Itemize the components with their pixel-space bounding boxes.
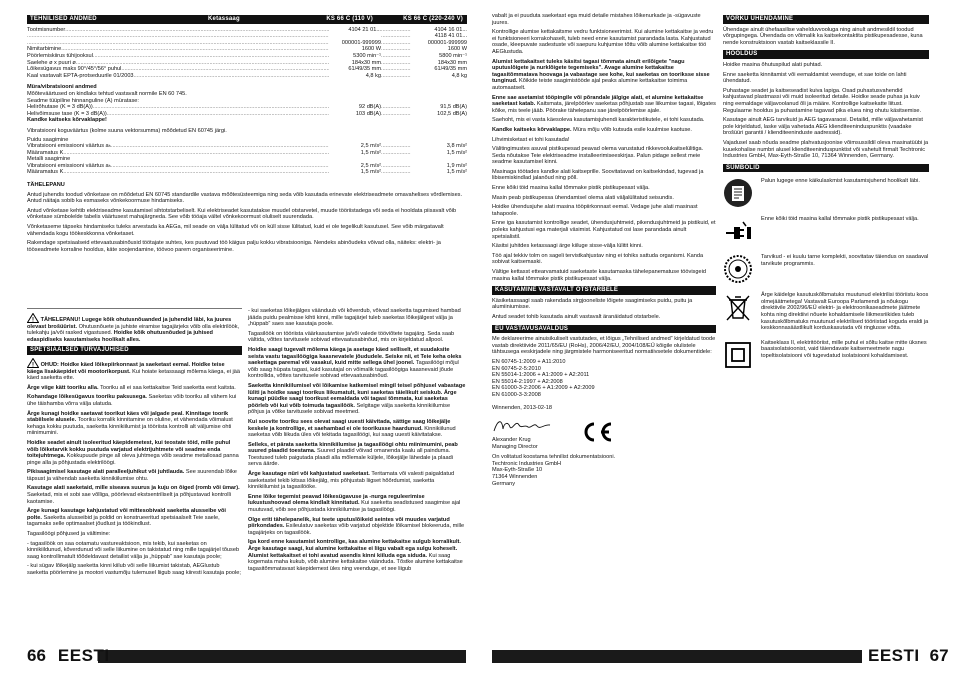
- safety-item: [27, 385, 242, 392]
- usage-item: Käsiketassaagi saab rakendada sirgjooneliste lõigete saagimiseks puidu, puitu ja alumiiniumisse.: [492, 297, 693, 311]
- safety-item-bold: Ärge viige kätt tooriku alla.: [27, 384, 101, 391]
- tech-row: [27, 33, 467, 40]
- safety-item-bold: Enne lõike tegemist peavad lõikesügavuse ja -nurga reguleerimise lukustushoovad olema kindlalt kinnitatud.: [248, 493, 425, 507]
- symbol-row: [723, 254, 929, 284]
- maintenance-item: Enne saeketta kinnitamist või eemaldamist veenduge, et sae toide on lahti ühendatud.: [723, 71, 907, 85]
- tech-value-2: 4118 41 01...: [434, 33, 467, 40]
- safety-item: [248, 442, 466, 468]
- ce-header: EÜ VASTAVUSAVALDUS: [492, 325, 716, 334]
- tech-value-1: 61/49/35 mm: [348, 66, 381, 73]
- noise-label: Helirõhutase (K = 3 dB(A)): [27, 104, 93, 111]
- tech-row: [27, 53, 467, 60]
- vib-label: Vibratsiooni emissiooni väärtus aₕ: [27, 143, 111, 150]
- tech-rows: [27, 27, 467, 80]
- kickback-item: - tagasilöök on saa ootamatu vastureaktsioon, mis tekib, kui saeketas on kinnikiildunud, kõverdunud või selle liikumine on takistatud ning mille tagajärjel tõuseb saag kontrollimatult tõõdeldavast detailist välja ja „hüppab“ sae kasutaja poole;: [27, 540, 240, 560]
- safety-item-text: Kokkupuude pinge all oleva juhtmega võib seadme metallosad panna pinge alla ja põhjustada elektrilöögi.: [27, 453, 239, 466]
- warning-paragraph: Rakendage spetsiaalseid ettevaatusabinõusid töötajate suhtes, kes puutuvad töö käigus palju kokku vibratsiooniga. Nendeks abinõudeks võivad olla, näiteks: elektri- ja tööseadmete korraline hooldus, käte soojendamine, töövoo parem organiseerimine.: [27, 240, 441, 253]
- vib-row: [27, 143, 467, 150]
- safety-item: [492, 195, 716, 202]
- leader-dots: [381, 150, 411, 157]
- safety-item-text: Müra mõju võib kutsuda esile kuulmise kaotuse.: [573, 126, 692, 133]
- tech-value-1: 000001-999999: [341, 39, 381, 46]
- safety-item: [248, 347, 466, 380]
- tech-data-header: [27, 15, 467, 24]
- leader-dots: [381, 27, 411, 34]
- leader-dots: [93, 53, 329, 60]
- safety-item: [492, 29, 716, 55]
- noise-value-2: 91,5 dB(A): [440, 104, 467, 111]
- safety-list-b: [248, 308, 466, 572]
- place-date: Winnenden, 2013-02-18: [492, 404, 553, 411]
- safety-column-b: [248, 308, 466, 575]
- warning-triangle-icon: [27, 362, 41, 368]
- safety-item-text: - kui saeketas lõikejälges väänduub või kõverdub, võivad saeketta tagumised hambad jääda puidu pealmisse kihti kinni, mille tagajärjel tuleb saeketas lõikejälgest välja ja „hüppab“ saes sae kasutaja poole.: [248, 308, 461, 328]
- leader-dots: [27, 40, 329, 47]
- leader-dots: [134, 73, 329, 80]
- vib-label: Määramatus K: [27, 169, 64, 176]
- safety-item-text: Hoidke ühendusjuhe alati masina tööpiirkonnast eemal. Vedage juhe alati masinast tahapoole.: [492, 204, 698, 217]
- noise-intro: Mõõteväärtused on kindlaks tehtud vastavalt normile EN 60 745.: [27, 90, 187, 97]
- auth-text: On volitatud koostama tehnilist dokumentatsiooni.: [492, 454, 616, 461]
- leader-dots: [381, 104, 411, 111]
- symbol-text: Tarvikud - ei kuulu tarne komplekti, soovitatav täiendus on saadaval tarvikute programmis.: [761, 254, 929, 267]
- noise-row: [27, 104, 467, 111]
- safety-item: [248, 517, 466, 537]
- safety-list-c: [492, 13, 716, 282]
- safety-list-a: [27, 385, 242, 528]
- danger-paragraph: [27, 358, 242, 382]
- safety-item: [248, 383, 466, 416]
- tech-row: [27, 40, 467, 47]
- network-text: Ühendage ainult ühefaasilise vahelduvvooluga ning ainult andmesildil toodud võrgupingega. Ühendada on võimalik ka kaitsekontaktita pistikupesadesse, kuna nende konstruktsioon vastab kaitseklassile II.: [723, 26, 923, 46]
- right-column-d: [723, 13, 929, 378]
- tech-value-1: 184x30 mm: [351, 59, 381, 66]
- safety-item-text: Kontrollige alumise kettakaitsme vedru funktsioneerimist. Kui alumine kettakaitse ja vedru ei funktsioneeri korrakohaselt, tuleb need enne kasutamist parandada lasta. Kahjustatud osade, kleepuvate sadestuste või saepuru kuhjumise tõttu võib alumine kettakaitse töö AEGlustuda.: [492, 29, 714, 55]
- safety-item: [248, 331, 466, 344]
- warning-triangle-icon: [27, 317, 41, 323]
- leader-dots: [381, 73, 411, 80]
- safety-item-bold: Olge eriti tähelepanelik, kui teete uputuslõikeid seintes või muudes varjatud piirkondades.: [248, 516, 450, 530]
- safety-item-text: Välitingimustes asuval pistikupesad peavad olema varustatud rikkevoolukaitselülitiga. Seda nõutakse Teie elektriseadme installeerimiseeskirjas. Palun pidage sellest meie seadme kasutamisel kinni.: [492, 146, 704, 166]
- safety-item: [248, 539, 466, 572]
- tech-col1-label: KS 66 C (110 V): [326, 16, 373, 22]
- safety-item-bold: Kasutage alati saeketaid, mille siseava suurus ja kuju on õiged (romb või ümar).: [27, 485, 240, 492]
- class-ii-icon: [723, 340, 753, 370]
- safety-item: [492, 137, 716, 144]
- tech-label: Saelehe ø x puuri ø: [27, 59, 76, 66]
- maintenance-item: Hoidke masina õhutuspilud alati puhtad.: [723, 61, 823, 68]
- vib-label: Vibratsiooni emissiooni väärtus aₕ: [27, 162, 111, 169]
- language-label-right: EESTI: [868, 646, 920, 665]
- tech-value-2: 184x30 mm: [437, 59, 467, 66]
- safety-item-text: Töö ajal tekkiv tolm on sageli tervistkahjustav ning ei tohiks sattuda organismi. Kanda sobivat kaitsemaski.: [492, 252, 704, 266]
- signer-title: Managing Director: [492, 443, 538, 450]
- safety-item-bold: Pikisaagimisel kasutage alati paralleeljuhikut või juhtlauda.: [27, 469, 186, 476]
- svg-text:!: !: [32, 362, 34, 368]
- leader-dots: [63, 150, 329, 157]
- vib-value-2: 3,8 m/s²: [446, 143, 467, 150]
- safety-item-bold: Ärge kunagi kasutage kahjustatud või mittesobivaid saeketta alusseibe või polte.: [27, 508, 226, 521]
- leader-dots: [381, 66, 411, 73]
- tech-value-1: 4104 21 01...: [348, 26, 381, 33]
- safety-item-bold: Ärge kasutage nüri või kahjustatud saeketast.: [248, 471, 372, 478]
- leader-dots: [93, 104, 329, 111]
- maintenance-item: Kasutage ainult AEG tarvikuid ja AEG tagavaraosi. Detailid, mille väljavahetamist pole kirjeldatud, laske välja vahetada AEG klienditeeninduspunktis (vaadake brošüüri garantii / klienditeeninduste aadressid).: [723, 117, 923, 137]
- safety-item-text: Kinnikiilunud saeketas võib liikuda üles või tekitada tagasilöögi, kui saag uuesti käivitatakse.: [248, 425, 456, 439]
- leader-dots: [121, 66, 329, 73]
- attention-bold: TÄHELEPANU! Lugege kõik ohutusnõuanded ja juhendid läbi, ka juures olevast brošüürist.: [27, 317, 232, 330]
- safety-item-bold: Kohandage lõikesügavus tooriku paksusega.: [27, 394, 149, 401]
- ear-note: Kandke kaitseks kõrvaklappe!: [27, 117, 107, 124]
- norm-item: EN 60745-2-5:2010: [492, 365, 541, 372]
- leader-dots: [381, 163, 411, 170]
- safety-item-text: Tooriku all ei saa kettakaitse Teid saeketta eest kaitsta.: [100, 384, 236, 391]
- safety-item-text: Kui saeketta seadistused saagimise ajal muutuvad, võib see põhjustada kinnikiilumise ja tagasilöögi.: [248, 500, 461, 514]
- symbol-row: [723, 292, 929, 332]
- company-line: Max-Eyth-Straße 10: [492, 467, 543, 474]
- unplug-icon: [723, 216, 753, 246]
- symbol-text: Palun lugege enne käikulaskmist kasutamisjuhend hoolikalt läbi.: [761, 178, 920, 185]
- tech-value-1: [329, 33, 381, 40]
- accessories-icon: [723, 254, 753, 284]
- usage-header: KASUTAMINE VASTAVALT OTSTARBELE: [492, 286, 716, 295]
- norms-list: [492, 359, 716, 399]
- tech-value-1: 5300 min⁻¹: [353, 52, 381, 59]
- vib-value-1: 2,5 m/s²: [360, 143, 381, 150]
- leader-dots: [76, 60, 329, 67]
- tech-value-1: 1600 W: [361, 46, 381, 53]
- safety-item-bold: Ärge kunagi hoidke saetavat toorikut käes või jalgade peal. Kinnitage toorik stabiilsele alusele.: [27, 410, 229, 424]
- vib-wood: Puidu saagimine: [27, 136, 69, 143]
- safety-item-text: Saeketad, mis ei sobi sae võlliga, pöörlevad ekstsentriliselt ja põhjustavad kontrolli kaotamise.: [27, 492, 231, 505]
- symbol-text: Enne kõiki töid masina kallal tõmmake pistik pistikupesast välja.: [761, 216, 919, 223]
- tech-label: Tootmisnumber: [27, 26, 66, 33]
- safety-item: [492, 117, 716, 124]
- safety-item: [492, 146, 716, 166]
- tech-value-2: 5800 min⁻¹: [439, 52, 467, 59]
- warning-paragraph: Võnketaseme täpseks hindamiseks tuleks arvestada ka AEGa, mil seade on välja lülitatud või on küll sisse lülitatud, kuid ei ole tegelikult kasutusel. See võib märgatavalt vähendada kogu töökeskkonna võnketaset.: [27, 224, 444, 237]
- vib-value-2: 1,5 m/s²: [446, 149, 467, 156]
- safety-item: [248, 419, 466, 439]
- safety-item-text: Masin peab pistikupessa ühendamisel olema alati väljalülitatud seisundis.: [492, 194, 674, 201]
- kickback-item: - kui sügav lõikejälg saeketta kinni kiilub või selle liikumist takistab, AEGlustub saeketta pöörlemine ja mootori vastumõju tulemusel liigub saag kiiresti kasutaja poole;: [27, 563, 241, 576]
- kickback-list: [27, 541, 242, 577]
- safety-item: [492, 204, 716, 217]
- safety-item-bold: Hoidke seadet ainult isoleeritud käepidemetest, kui teostate töid, mille puhul võib lõiketarvik kokku puutuda varjatud elektrijuhtmete või seadme enda toitejuhtmega.: [27, 439, 231, 460]
- safety-item-text: Vältige kettasst ettearvamatuid saeketaste kasutamaska tähelepanematuse töövisgeid masina kallal tõmmake pistik pistikupesast välja.: [492, 269, 706, 282]
- safety-item-text: Saeketas võib tooriku all vähem kui ühe täishamba võrra välja ulatuda.: [27, 394, 237, 407]
- left-footer: [27, 646, 110, 666]
- signer-name: Alexander Krug: [492, 437, 531, 444]
- norm-item: EN 55014-1:2006 + A1:2009 + A2:2011: [492, 372, 590, 379]
- page-number-left: 66: [27, 646, 46, 665]
- safety-item: [248, 494, 466, 514]
- tech-label: Kaal vastavalt EPTA-protseduurile 01/2003: [27, 72, 134, 79]
- vib-value-1: 2,5 m/s²: [360, 162, 381, 169]
- leader-dots: [381, 60, 411, 67]
- symbol-text: Kaitseklass II, elektritööriist, mille puhul ei sõltu kaitse mitte üksnes baasisolatsioonist, vaid täiendavate kaitsemeetmete nagu topeltisolatsiooni või tugevdatud isolatsiooni kohaldamisest.: [761, 339, 927, 360]
- tech-header-label: TEHNILISED ANDMED: [30, 16, 97, 22]
- vib-value-1: 1,5 m/s²: [360, 149, 381, 156]
- leader-dots: [381, 169, 411, 176]
- svg-text:!: !: [32, 317, 34, 323]
- safety-item-text: Kõikide teiste saagimistööde ajal peaks alumine kettakaitse toimima automaatselt.: [492, 78, 688, 91]
- weee-bin-icon: [723, 292, 753, 322]
- safety-item-text: See suurendab lõike täpsust ja vähendab saeketta kinnikiilumise ohtu.: [27, 469, 237, 482]
- safety-item-text: Tagasilöök on tööriista väärkasutamise ja/või valede tööviõtete tagajärg. Seda saab vältida, võttes tarvitusele sobivad ettevaatusabinõud, mis on kirjeldatud allpool.: [248, 330, 455, 344]
- leader-dots: [111, 143, 329, 150]
- vib-value-2: 1,9 m/s²: [446, 162, 467, 169]
- safety-item-text: Kaitsmata, järelpöörlev saeketas põhjustab sae liikumise tagasi, lõigates kõike, mis teele jääb. Pöörake tähelepanu sae järelpöörlemise ajale.: [492, 101, 716, 114]
- leader-dots: [381, 33, 411, 40]
- safety-item: [27, 508, 242, 528]
- leader-dots: [61, 46, 329, 53]
- safety-item-text: Saeketta alusseibid ja poldid on konstrueeritud spetsiaalselt Teie saele, tagamaks selle optimaalset jõudlust ja töökindlust.: [27, 514, 220, 528]
- safety-item-bold: Saeketta kinnikiilumisel või lõikamise katkemisel mingil teisel põhjusel vabastage lüliti ja hoidke saagi toorikus liikumatult, kuni saeketas täielikult seiskub. Ärge kunagi püüdke saagi toorikust eemaldada või tagasi tõmmata, kui saeketas pöörleb või kui võib toimuda tagasilöök.: [248, 382, 466, 409]
- safety-item: [492, 220, 716, 240]
- tech-label: Nimitarbimine: [27, 46, 62, 53]
- safety-item-text: Saehoht, mis ei vasta käesoleva kasutamisjuhendi karakteristikutele, ei tohi kasutada.: [492, 117, 705, 124]
- noise-row: [27, 111, 467, 118]
- safety-item-text: Enne kõiki töid masina kallal tõmmake pistik pistikupesast välja.: [492, 185, 650, 192]
- right-footer-bar: [492, 650, 862, 663]
- vib-value-1: 1,5 m/s²: [360, 169, 381, 176]
- norm-item: EN 60745-1:2009 + A11:2010: [492, 358, 566, 365]
- safety-item-text: Enne iga kasutamist kontrollige seadet, ühendusjuhtmeid, pikendusjuhtmeid ja pistikuid, et poleks kahjustusi ega materjali väsimist. Kahjustatud osi lase parandada ainult spetsialistil.: [492, 220, 716, 240]
- safety-column-a: [27, 308, 242, 580]
- safety-item: [492, 95, 716, 115]
- safety-item-bold: Kui soovite tooriku sees olevat saagi uuesti käivitada, sättige saag lõikejälje keskele ja kontrollige, et saehambad ei ole toorikusse haardunud.: [248, 418, 451, 432]
- symbols-list: [723, 178, 929, 370]
- vib-row: [27, 150, 467, 157]
- safety-item: [27, 411, 242, 437]
- noise-value-1: 92 dB(A): [358, 104, 381, 111]
- safety-item: [492, 59, 716, 92]
- page-number-right: 67: [929, 646, 949, 665]
- safety-item-text: Käsitsi juhitdes ketassaagi ärge kiiluge sisse-välja lülitit kinni.: [492, 243, 643, 250]
- safety-item-bold: Hoidke saagi tugevalt mõlema käega ja asetage käed selliselt, et suudaksite seista vastu tagasilöögiga kaasnevatele jõududele. Seiske nii, et Teie keha oleks saekettaga paremal või vasakul, kuid mitte sellega ühel joonel.: [248, 346, 462, 367]
- tech-value-2: 1600 W: [447, 46, 467, 53]
- maintenance-header: HOOLDUS: [723, 50, 929, 59]
- safety-item: [27, 469, 242, 482]
- safety-item-text: Esileulatuv saeketas võib varjatud objektide lõikamisel blokeeruda, mille tagajärjeks on tagasilöök.: [248, 523, 465, 536]
- tech-value-2: 4104 16 01...: [434, 26, 467, 33]
- usage-list: [492, 298, 716, 321]
- safety-item: [492, 269, 716, 282]
- tech-value-2: 4,8 kg: [451, 72, 467, 79]
- vib-intro: Vibratsiooni koguväärtus (kolme suuna vektorsumma) mõõdetud EN 60745 järgi.: [27, 127, 227, 134]
- norm-item: EN 61000-3-2:2006 + A1:2009 + A2:2009: [492, 385, 595, 392]
- vib-label: Määramatus K: [27, 149, 64, 156]
- safety-item: [27, 394, 242, 407]
- safety-item-bold: Kandke kaitseks kõrvaklappe.: [492, 126, 574, 133]
- maintenance-item: Vajadusel saab nõuda seadme plahvatusjoonise võimsussildil oleva masinatüübi ja kuuekohalise numbri alusel klienditeeninduspunktist või vahetult firmalt Techtronic Industries GmbH, Max-Eyth-Straße 10, 71364 Winnenden, Germany.: [723, 139, 929, 160]
- read-manual-icon: [723, 178, 753, 208]
- vib-metal: Metalli saagimine: [27, 156, 71, 163]
- tech-label: Pöörlemiskiirus tühijooksul: [27, 52, 93, 59]
- warning-paragraphs: [27, 192, 467, 254]
- symbol-row: [723, 178, 929, 208]
- danger-bold: OHUD: Hoidke käed lõikepiirkonnast ja saeketast eemal. Hoidke teise käega lisakäepidet või mootorikorpust.: [27, 361, 225, 375]
- attention-rest: Ohutusnõuete ja juhiste eiramise tagajärjeks võib olla elektrilöök, tulekahju ja/või rasked vigastused.: [27, 323, 240, 337]
- safety-item-text: Tagasilöögi mõjul võib saag hüpata tagasi, kuid kasutajal on võimalik tagasilöögiga kaasnevaid jõude kontrollida, võttes tarvitusele sobivad ettevaatusabinõud.: [248, 360, 459, 380]
- attention-block: [27, 308, 242, 343]
- leader-dots: [63, 169, 329, 176]
- symbol-row: [723, 340, 929, 370]
- right-column-c: [492, 13, 716, 487]
- norm-item: EN 61000-3-3:2008: [492, 391, 541, 398]
- usage-item: Antud seadet tohib kasutada ainult vastavalt äranäidatud otstarbele.: [492, 313, 661, 320]
- danger-rest: Kui hoiate ketassaagi mõlema käega, ei jää käed saeketta ette.: [27, 368, 240, 382]
- noise-rows: [27, 104, 467, 117]
- noise-intro2: Seadme tüüpiline hinnanguline (A) müratase:: [27, 97, 139, 104]
- safety-item-bold: Enne sae asetamist tööpingile või põrandale jälgige alati, et alumine kettakaitse saeketast katab.: [492, 94, 704, 108]
- safety-item-text: Suured plaadid võivad omanenda kaalu all painduma. Toestused tuleb paigutada plaadi alla mõlemale küljele, lõikejälje lähedale ja plaadi serva äärde.: [248, 448, 453, 468]
- tech-col2-label: KS 66 C (220-240 V): [403, 16, 463, 22]
- noise-value-2: 102,5 dB(A): [437, 110, 467, 117]
- leader-dots: [381, 143, 411, 150]
- symbols-header: SÜMBOLID: [723, 164, 929, 173]
- safety-item: [492, 169, 716, 182]
- tech-row: [27, 60, 467, 67]
- maintenance-item: Puhastage seadet ja kaitseseadist kuiva lapiga. Osad puhastusvahendid kahjustavad plastmassi või muid isoleeritud detaile. Hoidke seade puhas ja kuiv ning eemaldage väljavoolanud õli ja määre. Kontrollige kaitsekatte liitust. Regulaarne hooldus ja puhastamine tagavad pika eluea ning ohutu käsitsemise.: [723, 87, 922, 114]
- vib-value-2: 1,5 m/s²: [446, 169, 467, 176]
- company-line: Techtronic Industries GmbH: [492, 460, 562, 467]
- ce-mark-icon: [580, 421, 614, 446]
- safety-item-text: Teritamata või valesti paigaldatud saeketastel tekib kitsas lõikejälg, mis põhjustab liigset hõõrdumist, saeketta kinnikiilumist ja tagasilööke.: [248, 471, 455, 491]
- company-line: 71364 Winnenden: [492, 474, 538, 481]
- safety-item-text: Selgitage välja saeketta kinnikiilumise põhjus ja võtke tarvitusele sobivad meetmed.: [248, 402, 451, 416]
- noise-value-1: 103 dB(A): [355, 110, 381, 117]
- left-footer-bar: [98, 650, 466, 663]
- tech-row: [27, 73, 467, 80]
- tech-sub-label: Ketassaag: [208, 16, 240, 22]
- leader-dots: [381, 111, 411, 118]
- safety-item-text: Masinaga töötades kandke alati kaitseprille. Soovitatavad on kaitsekindad, tugevad ja libisemiskindlad jalanõud ning põll.: [492, 168, 704, 182]
- safety-item: [492, 253, 716, 266]
- safety-item: [492, 185, 716, 192]
- warning-paragraph: Antud võnketase kehtib elektriseadme kasutamisel sihtotstarbeliselt. Kui elektriseadet kasutatakse muudel otstarvetel, muude tööriistadega või seda ei hooldata piisavalt võib võnketase sümbolelde tabelis väärtusest mahajärgneda. See võib tööaja vältel võnkekoormust oluliselt suurendada.: [27, 207, 457, 221]
- vib-rows-metal: [27, 163, 467, 176]
- safety-item: [492, 243, 716, 250]
- tech-label: Lõikesügavus maks 90°/45°/56° puhul: [27, 66, 122, 73]
- safety-item: [248, 471, 466, 491]
- safety-item: [492, 127, 716, 134]
- leader-dots: [111, 163, 329, 170]
- leader-dots: [381, 53, 411, 60]
- tech-data-block: [27, 13, 467, 256]
- maintenance-list: [723, 62, 929, 160]
- vib-row: [27, 169, 467, 176]
- right-footer: [868, 646, 949, 666]
- tech-value-1: 4,8 kg: [365, 72, 381, 79]
- tech-row: [27, 46, 467, 53]
- attention-keep: Hoidke kõik ohutusnõuded ja juhised edaspidiseks kasutamiseks hoolikalt alles.: [27, 330, 213, 343]
- safety-item: [27, 485, 242, 505]
- language-label-left: EESTI: [57, 646, 110, 665]
- tech-row: [27, 66, 467, 73]
- safety-item-text: Kui saag kogemata maha kukub, võib alumine kettakaitse väänduda. Tõstke alumine kettakaitse tagasitõmmatavast käepidemest üles ning veenduge, et see liigub: [248, 552, 463, 572]
- signature-image: [492, 415, 554, 435]
- safety-item-text: vabalt ja ei puuduta saeketast ega muid detaile mistahes lõikenurkade ja -sügavuste juures.: [492, 13, 701, 26]
- special-safety-header: SPETSIAALSED TURVAJUHISED: [27, 346, 242, 355]
- safety-item-bold: Selleks, et pärata saeketta kinnikiilumise ja tagasilöögi ohtu miinimumini, peab suured plaadid toestama.: [248, 441, 458, 455]
- leader-dots: [27, 33, 329, 40]
- kickback-intro: Tagasilöögi põhjused ja vältimine:: [27, 531, 111, 538]
- safety-item-bold: Alumist kettakaitset tuleks käsitsi tagasi tõmmata ainult erilõigete "nagu uputuslõigete ja nurklõigete tegemiseks". Avage alumine kettakaitse tagasitõmmatava hoovaga ja vabastage see kohe, kui saeketas on tooriksse sisse tunginud.: [492, 58, 710, 85]
- noise-label: Helivõimsuse tase (K = 3 dB(A)): [27, 110, 107, 117]
- safety-item: [27, 440, 242, 466]
- network-header: VÕRKU ÜHENDAMINE: [723, 15, 929, 24]
- noise-title: Müra/vibratsiooni andmed: [27, 84, 97, 91]
- ce-text: Me deklareerime ainuisikuliselt vastutades, et lõigus „Tehnilised andmed“ kirjeldatud toode vastab direktiivide 2011/65/EU (RoHs), 2006/42/EU, 2004/108/EÜ kõigile olulistele tähtsusega eeskirjadele ning järgmistele harmoniseeritud normatiivsetele dokumentidele:: [492, 336, 716, 356]
- warning-paragraph: Antud juhendis toodud võnketase on mõõdetud EN 60745 standardile vastava mõõtesüsteemiga ning seda võib kasutada erinevate elektriseadmete omavahelises võrdlemises. Antud näitaja sobib ka esmaseks võnkekoormuse hindamiseks.: [27, 191, 463, 205]
- tech-row: [27, 27, 467, 34]
- company-address: [492, 461, 716, 487]
- tech-value-2: 000001-999999: [427, 39, 467, 46]
- norm-item: EN 55014-2:1997 + A2:2008: [492, 378, 563, 385]
- safety-item: [248, 308, 466, 328]
- leader-dots: [107, 111, 329, 118]
- company-line: Germany: [492, 480, 516, 487]
- vib-rows-wood: [27, 143, 467, 156]
- leader-dots: [381, 46, 411, 53]
- leader-dots: [381, 40, 411, 47]
- symbol-row: [723, 216, 929, 246]
- safety-item: [492, 13, 716, 26]
- symbol-text: Ärge käidelge kasutuskõlbmatuks muutunud elektrilisi tööriistu koos olmejäätmetega! Vastavalt Euroopa Parlamendi ja nõukogu direktiivile 2002/96/EÜ elektri- ja elektroonikaseadmete jäätmete kohta ning direktiivi nõuete kohaldamisele liikmesriikides tuleb kasutuskõlbmatuks muutunud elektrilised tööriistad koguda eraldi ja keskkonnasäästlikult korduskasutada või ringlusse võtta.: [761, 292, 929, 332]
- safety-item-text: Tooriku korralik kinnitamine on oluline, et vähendada võimalust kehaga kokku puutuda, saeketta kinnikiilumist ja tööriista kontrolli alt väljumise ohti miinimumini.: [27, 417, 233, 437]
- tech-value-2: 61/49/35 mm: [434, 66, 467, 73]
- leader-dots: [65, 27, 329, 34]
- safety-item-text: Lihvimisketast ei tohi kasutada!: [492, 136, 570, 143]
- warning-title: TÄHELEPANU: [27, 182, 65, 189]
- attention-paragraph: [27, 313, 242, 343]
- safety-item-bold: Iga kord enne kasutamist kontrollige, kas alumine kettakaitse sulgub korralikult. Ärge kasutage saagi, kui alumine kettakaitse ei liigu vabalt ega sulgu koheselt. Alumist kettakaitset ei tohi avatud asendis kinni kiiluda ega siduda.: [248, 539, 461, 559]
- vib-row: [27, 163, 467, 170]
